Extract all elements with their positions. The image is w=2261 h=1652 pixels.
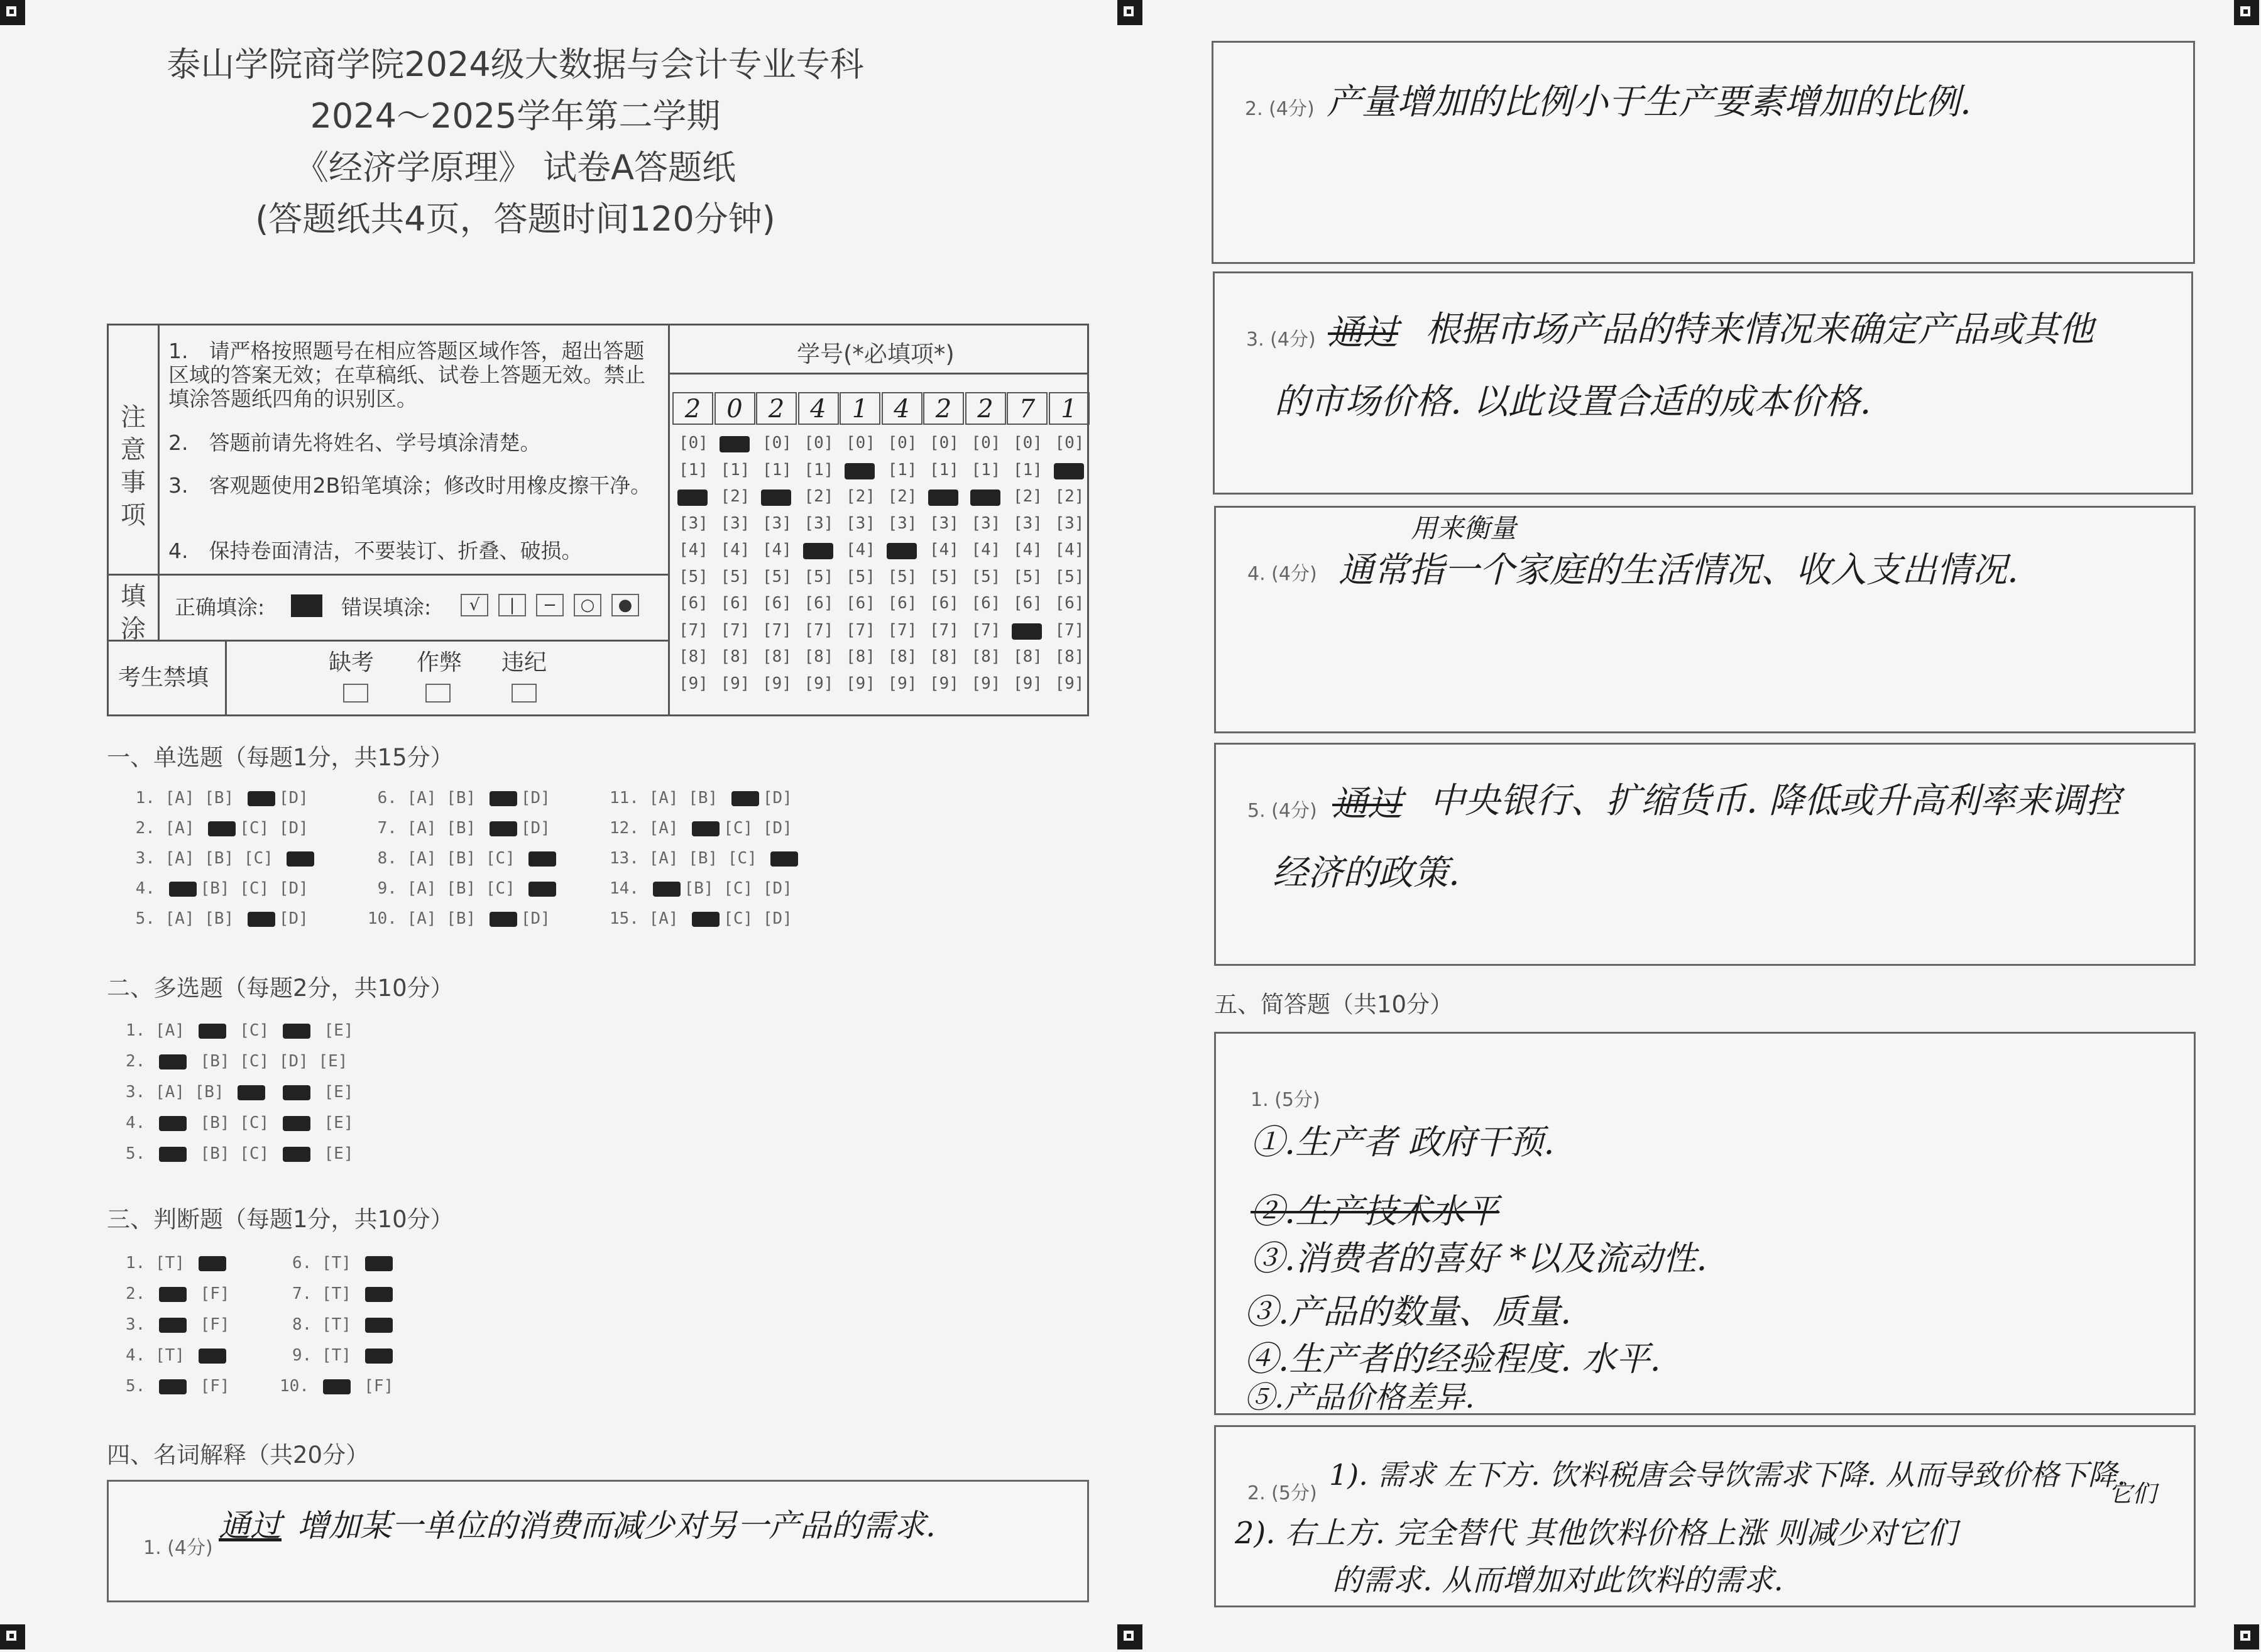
student-id-bubble[interactable]: [7] [720,620,750,640]
student-id-bubble[interactable] [762,487,792,506]
term-answer-box-2[interactable] [1212,41,2195,264]
student-id-bubble[interactable]: [8] [762,647,792,666]
term-q3-answer-line1: 根据市场产品的特来情况来确定产品或其他 [1425,309,2094,350]
student-id-bubble[interactable]: [9] [846,674,875,693]
term-q3-strike: 通过 [1328,312,1398,353]
student-id-bubble[interactable]: [6] [1054,594,1085,613]
wrong-fill-dot: ● [611,594,639,616]
student-id-bubble[interactable]: [4] [762,540,792,559]
corner-mark-top-left [0,0,25,25]
judge-row-4[interactable]: 4. [T] [126,1346,230,1365]
correct-fill-label: 正确填涂: [175,595,265,620]
student-id-bubble[interactable]: [3] [846,513,875,533]
term-q1-label: 1. (4分) [143,1537,213,1559]
student-id-bubble[interactable]: [8] [929,647,959,666]
short-q2-insertion: 它们 [2108,1480,2157,1507]
student-id-bubble[interactable] [929,487,959,506]
notice-item-4: 4. 保持卷面清洁，不要装订、折叠、破损。 [168,539,583,563]
short-answer-box-1[interactable] [1214,1032,2196,1415]
student-id-bubble[interactable]: [0] [1013,434,1043,452]
student-id-bubble[interactable]: [7] [804,620,834,640]
single-choice-row[interactable]: 9. [A] [B] [C] [368,879,560,898]
single-choice-row[interactable]: 8. [A] [B] [C] [368,849,560,868]
student-id-bubble[interactable]: [8] [804,647,834,666]
term-q3-label: 3. (4分) [1246,329,1316,351]
student-id-bubble[interactable]: [3] [679,513,708,533]
student-id-bubble[interactable] [679,487,708,506]
forbid-violation-checkbox[interactable] [512,684,537,703]
student-id-bubble[interactable]: [1] [762,460,792,479]
notice-table [107,324,1089,716]
student-id-bubble[interactable]: [0] [1054,434,1085,452]
single-choice-row[interactable]: 11. [A] [B] [D] [610,789,802,807]
student-id-bubble[interactable]: [8] [846,647,875,666]
short-q2-line2: 2). 右上方. 完全替代 其他饮料价格上涨 则减少对它们 [1235,1516,1957,1551]
student-id-bubble[interactable]: [9] [720,674,750,693]
student-id-bubble[interactable]: [0] [929,434,959,452]
student-id-bubble[interactable]: [1] [1013,460,1043,479]
forbid-absent-checkbox[interactable] [343,684,368,703]
short-q1-label: 1. (5分) [1251,1089,1320,1111]
student-id-bubble[interactable]: [8] [720,647,750,666]
student-id-bubble[interactable]: [6] [679,594,708,613]
multi-row-5[interactable]: 5. [B] [C] [E] [126,1144,354,1163]
forbid-label: 考生禁填 [118,665,209,691]
student-id-bubble[interactable]: [7] [971,620,1001,640]
corner-mark-top-right [2234,0,2259,25]
term-q4-answer: 通常指一个家庭的生活情况、收入支出情况. [1339,550,2018,591]
student-id-bubble[interactable]: [3] [1054,513,1085,533]
single-choice-row[interactable]: 2. [A] [C] [D] [126,819,319,838]
multi-row-3[interactable]: 3. [A] [B] [E] [126,1083,354,1102]
judge-row-10[interactable]: 10. [F] [280,1377,394,1396]
term-q5-answer-line2: 经济的政策. [1273,853,1460,894]
correct-fill-sample [291,594,322,617]
student-id-bubble[interactable]: [0] [804,434,834,452]
judge-row-1[interactable]: 1. [T] [126,1254,230,1272]
single-choice-row[interactable]: 12. [A] [C] [D] [610,819,802,838]
student-id-digit-10: 1 [1049,392,1090,425]
student-id-bubble[interactable]: [8] [1013,647,1043,666]
student-id-bubble[interactable]: [2] [1054,487,1085,506]
student-id-digit-6: 4 [882,392,922,425]
student-id-digit-5: 1 [840,392,880,425]
judge-row-7[interactable]: 7. [T] [292,1284,397,1303]
multi-row-1[interactable]: 1. [A] [C] [E] [126,1021,354,1040]
student-id-digit-3: 2 [756,392,797,425]
wrong-fill-dash: − [536,594,564,616]
single-choice-row[interactable]: 4. [B] [C] [D] [126,879,319,898]
student-id-bubble[interactable]: [8] [679,647,708,666]
student-id-bubble[interactable]: [0] [887,434,917,452]
term-q3-answer-line2: 的市场价格. 以此设置合适的成本价格. [1274,381,1871,422]
student-id-bubble[interactable]: [9] [762,674,792,693]
notice-item-3: 3. 客观题使用2B铅笔填涂；修改时用橡皮擦干净。 [168,473,652,498]
student-id-bubble[interactable]: [5] [720,567,750,586]
single-choice-row[interactable]: 5. [A] [B] [D] [126,909,319,928]
student-id-bubble[interactable]: [3] [720,513,750,533]
single-choice-row[interactable]: 1. [A] [B] [D] [126,789,319,807]
term-q2-label: 2. (4分) [1245,98,1315,120]
student-id-bubble[interactable] [972,487,1001,506]
notice-item-2: 2. 答题前请先将姓名、学号填涂清楚。 [168,430,541,455]
judge-row-3[interactable]: 3. [F] [126,1315,230,1334]
single-choice-title: 一、单选题（每题1分，共15分） [107,744,454,771]
short-q1-line1: ①.生产者 政府干预. [1251,1122,1555,1162]
student-id-digit-9: 7 [1007,392,1048,425]
student-id-bubble[interactable]: [1] [929,460,959,479]
single-choice-row[interactable]: 7. [A] [B] [D] [368,819,561,838]
student-id-digit-2: 0 [714,392,755,425]
student-id-bubble[interactable]: [9] [887,674,917,693]
student-id-bubble[interactable]: [2] [720,487,750,506]
student-id-bubble[interactable]: [7] [762,620,792,640]
student-id-bubble[interactable]: [8] [887,647,917,666]
student-id-bubble[interactable]: [1] [971,460,1001,479]
single-choice-row[interactable]: 3. [A] [B] [C] [126,849,318,868]
judge-row-2[interactable]: 2. [F] [126,1284,230,1303]
student-id-bubble[interactable]: [9] [971,674,1001,693]
short-q1-line3: ③.消费者的喜好 *以及流动性. [1251,1239,1707,1278]
multi-row-2[interactable]: 2. [B] [C] [D] [E] [126,1052,348,1071]
student-id-bubble[interactable]: [9] [1054,674,1085,693]
student-id-bubble[interactable]: [9] [804,674,834,693]
student-id-bubble[interactable]: [0] [679,434,708,452]
student-id-bubble[interactable]: [3] [971,513,1001,533]
student-id-bubble[interactable]: [2] [887,487,917,506]
student-id-bubble[interactable]: [0] [762,434,792,452]
student-id-bubble[interactable]: [5] [679,567,708,586]
short-q1-line4: ③.产品的数量、质量. [1244,1292,1572,1332]
student-id-bubble[interactable]: [3] [804,513,834,533]
student-id-bubble[interactable]: [4] [846,540,875,559]
short-q2-line1: 1). 需求 左下方. 饮料税唐会导饮需求下降. 从而导致价格下降. [1329,1458,2127,1492]
student-id-bubble[interactable]: [7] [929,620,959,640]
short-q1-line5: ④.生产者的经验程度. 水平. [1244,1339,1661,1379]
student-id-bubble[interactable]: [9] [1013,674,1043,693]
single-choice-row[interactable]: 6. [A] [B] [D] [368,789,561,807]
fill-label: 填涂 [121,582,146,643]
single-choice-row[interactable]: 13. [A] [B] [C] [610,849,802,868]
header-line2: 2024～2025学年第二学期 [310,96,721,136]
student-id-bubble[interactable]: [3] [762,513,792,533]
student-id-bubble[interactable]: [9] [929,674,959,693]
student-id-bubble[interactable]: [3] [929,513,959,533]
term-answer-box-4[interactable] [1214,506,2196,733]
forbid-cheat: 作弊 [417,650,463,676]
student-id-bubble[interactable]: [6] [720,594,750,613]
student-id-bubble[interactable]: [9] [679,674,708,693]
student-id-bubble[interactable]: [3] [1013,513,1043,533]
student-id-bubble[interactable]: [5] [929,567,959,586]
student-id-bubble[interactable]: [1] [679,460,708,479]
wrong-fill-label: 错误填涂: [341,595,432,620]
student-id-bubble[interactable] [846,461,875,479]
student-id-bubble[interactable]: [4] [971,540,1001,559]
term-q1-answer: 增加某一单位的消费而减少对另一产品的需求. [297,1507,936,1544]
student-id-bubble[interactable]: [2] [846,487,875,506]
multi-row-4[interactable]: 4. [B] [C] [E] [126,1113,354,1132]
term-q5-answer-line1: 中央银行、扩缩货币. 降低或升高利率来调控 [1430,780,2121,821]
student-id-digit-7: 2 [923,392,964,425]
term-answer-box-3[interactable] [1213,271,2193,495]
student-id-bubble[interactable]: [5] [762,567,792,586]
student-id-bubble[interactable]: [6] [929,594,959,613]
student-id-bubble[interactable]: [5] [804,567,834,586]
student-id-bubble[interactable]: [6] [846,594,875,613]
student-id-title: 学号(*必填项*) [797,341,955,368]
student-id-digit-4: 4 [798,392,839,425]
student-id-bubble[interactable]: [0] [846,434,875,452]
student-id-bubble[interactable]: [0] [971,434,1001,452]
student-id-bubble[interactable]: [5] [846,567,875,586]
multi-choice-title: 二、多选题（每题2分，共10分） [107,975,454,1002]
short-q2-label: 2. (5分) [1247,1482,1317,1504]
student-id-digit-1: 2 [672,392,713,425]
forbid-cheat-checkbox[interactable] [425,684,451,703]
terms-title: 四、名词解释（共20分） [107,1441,370,1469]
student-id-bubble[interactable] [1055,461,1085,479]
student-id-bubble[interactable]: [5] [971,567,1001,586]
term-q5-strike: 通过 [1332,784,1403,824]
term-q1-strike: 通过 [219,1507,282,1544]
term-q4-label: 4. (4分) [1247,563,1317,585]
student-id-bubble[interactable]: [3] [887,513,917,533]
student-id-bubble[interactable]: [4] [1054,540,1085,559]
short-answer-title: 五、简答题（共10分） [1214,991,1454,1018]
student-id-bubble[interactable] [721,434,750,452]
short-answer-box-2[interactable] [1214,1425,2196,1607]
term-q4-insertion: 用来衡量 [1411,513,1517,544]
wrong-fill-check: √ [461,594,488,616]
header-line4: (答题纸共4页，答题时间120分钟) [255,199,775,239]
student-id-bubble[interactable]: [1] [887,460,917,479]
student-id-bubble[interactable]: [6] [1013,594,1043,613]
student-id-bubble[interactable]: [7] [1054,620,1085,640]
student-id-bubble[interactable]: [6] [887,594,917,613]
judge-row-5[interactable]: 5. [F] [126,1377,230,1396]
student-id-bubble[interactable]: [4] [720,540,750,559]
student-id-bubble[interactable]: [5] [1013,567,1043,586]
student-id-bubble[interactable]: [1] [720,460,750,479]
single-choice-row[interactable]: 15. [A] [C] [D] [610,909,802,928]
single-choice-row[interactable]: 14. [B] [C] [D] [610,879,802,898]
student-id-bubble[interactable]: [6] [971,594,1001,613]
corner-mark-bottom-right [2234,1624,2259,1649]
corner-mark-top-center [1117,0,1142,25]
student-id-bubble[interactable]: [6] [762,594,792,613]
notice-item-1: 1. 请严格按照题号在相应答题区域作答，超出答题区域的答案无效；在草稿纸、试卷上答题无效。禁止填涂答题纸四角的识别区。 [168,339,645,411]
student-id-bubble[interactable]: [7] [846,620,875,640]
judge-row-9[interactable]: 9. [T] [292,1346,397,1365]
student-id-bubble[interactable] [888,540,917,559]
student-id-bubble[interactable]: [7] [887,620,917,640]
student-id-bubble[interactable]: [6] [804,594,834,613]
student-id-bubble[interactable]: [2] [804,487,834,506]
student-id-bubble[interactable]: [4] [929,540,959,559]
student-id-digit-8: 2 [965,392,1006,425]
student-id-bubble[interactable]: [5] [887,567,917,586]
term-answer-box-5[interactable] [1214,743,2196,966]
student-id-bubble[interactable] [1013,621,1043,640]
header-line3: 《经济学原理》 试卷A答题纸 [294,148,736,187]
student-id-bubble[interactable]: [4] [679,540,708,559]
short-q2-line3: 的需求. 从而增加对此饮料的需求. [1332,1563,1783,1598]
student-id-bubble[interactable]: [4] [1013,540,1043,559]
student-id-bubble[interactable]: [5] [1054,567,1085,586]
student-id-bubble[interactable] [804,540,834,559]
judge-row-8[interactable]: 8. [T] [292,1315,397,1334]
term-answer-box-1[interactable] [107,1480,1089,1602]
term-q2-answer: 产量增加的比例小于生产要素增加的比例. [1327,82,1971,123]
student-id-bubble[interactable]: [2] [1013,487,1043,506]
student-id-bubble[interactable]: [8] [1054,647,1085,666]
forbid-absent: 缺考 [329,650,375,676]
student-id-bubble[interactable]: [8] [971,647,1001,666]
term-q5-label: 5. (4分) [1247,800,1317,822]
single-choice-row[interactable]: 10. [A] [B] [D] [368,909,561,928]
short-q1-line2: ②.生产技术水平 [1251,1191,1499,1231]
judge-title: 三、判断题（每题1分，共10分） [107,1206,454,1233]
corner-mark-bottom-center [1117,1624,1142,1649]
student-id-bubble[interactable]: [1] [804,460,834,479]
forbid-violation: 违纪 [501,650,547,676]
header-line1: 泰山学院商学院2024级大数据与会计专业专科 [167,45,864,84]
student-id-bubble[interactable]: [7] [679,620,708,640]
wrong-fill-bar: | [498,594,526,616]
wrong-fill-circle: ○ [574,594,601,616]
notice-label: 注意事项 [121,403,146,530]
short-q1-line6: ⑤.产品价格差异. [1244,1380,1475,1415]
judge-row-6[interactable]: 6. [T] [292,1254,397,1272]
corner-mark-bottom-left [0,1624,25,1649]
